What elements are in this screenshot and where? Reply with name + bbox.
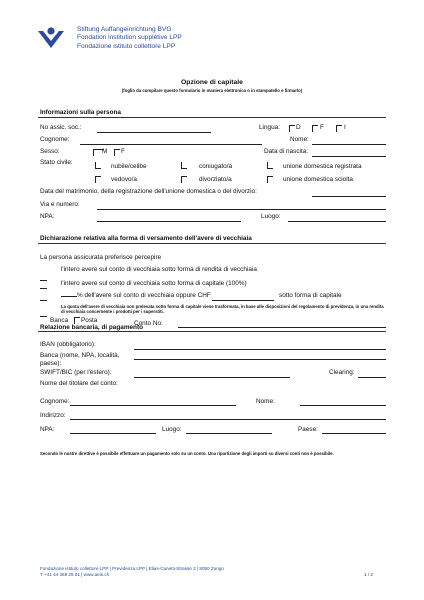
field-cognome[interactable] xyxy=(80,144,262,145)
checkbox-lang-i[interactable] xyxy=(336,125,342,132)
label-indirizzo: Indirizzo: xyxy=(40,412,66,419)
field-nome[interactable] xyxy=(312,144,386,145)
field-swift[interactable] xyxy=(134,377,290,378)
label-npa: NPA: xyxy=(40,213,55,220)
checkbox-banca[interactable] xyxy=(40,316,47,317)
label-luogo: Luogo: xyxy=(261,213,281,220)
label-paese: Paese: xyxy=(298,426,318,433)
section-payment-form-heading: Dichiarazione relativa alla forma di versamento dell'avere di vecchiaia xyxy=(40,235,252,242)
label-sex-f: F xyxy=(121,148,125,155)
checkbox-unione-sciolta[interactable] xyxy=(267,176,273,183)
checkbox-partial[interactable] xyxy=(40,300,47,301)
label-cognome: Cognome: xyxy=(40,136,70,143)
checkbox-vedovo[interactable] xyxy=(95,176,101,183)
label-nome-titolare: Nome: xyxy=(256,398,275,405)
org-line-2: Fondation institution supplétive LPP xyxy=(77,34,182,42)
label-lingua: Lingua: xyxy=(259,124,280,131)
page-number: 1 / 2 xyxy=(364,572,373,577)
divider xyxy=(38,117,386,118)
checkbox-coniugato[interactable] xyxy=(181,162,187,169)
label-partial-b: sotto forma di capitale xyxy=(279,292,342,299)
footer-address xyxy=(40,566,224,578)
field-chf[interactable] xyxy=(212,300,274,301)
option-banca xyxy=(40,317,42,324)
label-sesso: Sesso: xyxy=(40,148,60,155)
label-rendita: l'intero avere sul conto di vecchiaia sotto forma di rendita di vecchiaia xyxy=(61,266,257,273)
field-paese[interactable] xyxy=(322,433,386,434)
label-clearing: Clearing: xyxy=(329,369,355,376)
label-via: Via e numero: xyxy=(40,201,80,208)
label-divorziato: divorziato/a xyxy=(199,176,232,183)
section-personal-heading: Informazioni sulla persona xyxy=(40,109,121,116)
footer-line-2: T +41 44 468 25 01 | www.aeis.ch xyxy=(40,572,110,577)
footer-line-1: Fondazione istituto collettore LPP | Previdenza LPP | Elias-Canetti-Strasse 2 | 8050 Zurigo xyxy=(40,566,224,571)
label-luogo-titolare: Luogo: xyxy=(162,426,182,433)
label-nubile: nubile/celibe xyxy=(111,163,147,170)
label-lang-f: F xyxy=(320,124,324,131)
field-clearing[interactable] xyxy=(358,377,386,378)
label-lang-d: D xyxy=(296,124,301,131)
field-no-assic[interactable] xyxy=(97,132,211,133)
label-stato-civile: Stato civile: xyxy=(40,159,73,166)
label-sex-m: M xyxy=(102,148,108,155)
divider xyxy=(38,331,386,332)
label-banca-nome-2: paese): xyxy=(40,359,62,367)
label-partial-a: % dell'avere sul conto di vecchiaia oppure CHF xyxy=(77,292,211,299)
label-conto-no: Conto No: xyxy=(134,320,163,327)
checkbox-rendita[interactable] xyxy=(40,280,47,281)
label-posta: Posta xyxy=(81,317,98,324)
label-cognome-titolare: Cognome: xyxy=(40,398,70,405)
label-banca-nome xyxy=(40,352,119,367)
field-data-matrimonio[interactable] xyxy=(312,196,386,197)
label-unione-registrata: unione domestica registrata xyxy=(283,163,362,170)
field-npa[interactable] xyxy=(97,221,241,222)
label-iban: IBAN (obbligatorio): xyxy=(40,341,96,348)
field-indirizzo[interactable] xyxy=(70,419,386,420)
checkbox-lang-f[interactable] xyxy=(312,125,318,132)
field-npa-titolare[interactable] xyxy=(70,433,156,434)
checkbox-nubile[interactable] xyxy=(95,162,101,169)
label-vedovo: vedovo/a xyxy=(111,176,137,183)
field-cognome-titolare[interactable] xyxy=(70,405,236,406)
bank-note: Secondo le nostre direttive è possibile effettuare un pagamento solo su un conto. Una ripartizione degli importi su diversi conti non è possibile. xyxy=(40,451,334,456)
label-npa-titolare: NPA: xyxy=(40,426,55,433)
field-iban[interactable] xyxy=(134,349,386,350)
label-nome: Nome: xyxy=(290,136,309,143)
checkbox-sex-f[interactable] xyxy=(114,149,120,156)
field-banca-nome[interactable] xyxy=(134,359,386,360)
checkbox-divorziato[interactable] xyxy=(181,176,187,183)
field-luogo-titolare[interactable] xyxy=(186,433,272,434)
label-unione-sciolta: unione domestica sciolta xyxy=(283,176,353,183)
label-data-nascita: Data di nascita: xyxy=(264,148,309,155)
label-swift: SWIFT/BIC (per l'estero): xyxy=(40,369,112,376)
checkbox-unione-registrata[interactable] xyxy=(267,162,273,169)
field-data-nascita[interactable] xyxy=(312,156,386,157)
logo-mark xyxy=(37,27,65,49)
label-no-assic: No assic. soc.: xyxy=(40,124,82,131)
checkbox-posta[interactable] xyxy=(74,317,80,324)
field-luogo[interactable] xyxy=(288,221,386,222)
label-data-matrimonio: Data del matrimonio, della registrazione dell'unione domestica o del divorzio: xyxy=(40,188,257,195)
intro-text: La persona assicurata preferisce percepire xyxy=(40,254,162,261)
divider xyxy=(38,243,386,244)
page-title: Opzione di capitale xyxy=(181,79,243,86)
page-subtitle: (foglio da compilare questo formulario in maniera elettronica o in stampatello e firmarlo) xyxy=(121,88,303,93)
checkbox-capitale-100[interactable] xyxy=(40,288,47,289)
org-line-3: Fondazione istituto collettore LPP xyxy=(77,42,176,50)
label-banca: Banca xyxy=(50,317,69,324)
label-banca-nome-1: Banca (nome, NPA, località, xyxy=(40,352,120,359)
field-conto-no[interactable] xyxy=(178,327,386,328)
org-line-1: Stiftung Auffangeinrichtung BVG xyxy=(77,26,172,33)
label-capitale-100: l'intero avere sul conto di vecchiaia sotto forma di capitale (100%) xyxy=(61,280,247,287)
option-partial xyxy=(61,292,211,299)
section-bank-heading: Relazione bancaria, di pagamento xyxy=(40,324,143,331)
partial-note: La quota dell'avere di vecchiaia non prelevata sotto forma di capitale viene trasformata, in base alle disposizioni del regolamento di previdenza, in una rendita di vecchiaia concernente i prodotti per i superstiti. xyxy=(61,304,384,315)
field-percent[interactable] xyxy=(61,296,77,297)
org-names xyxy=(77,26,182,51)
field-nome-titolare[interactable] xyxy=(300,405,386,406)
field-via[interactable] xyxy=(97,209,386,210)
label-coniugato: coniugato/a xyxy=(199,163,233,170)
label-lang-i: I xyxy=(344,124,346,131)
label-titolare: Nome del titolare del conto: xyxy=(40,380,118,387)
checkbox-lang-d[interactable] xyxy=(289,125,295,132)
